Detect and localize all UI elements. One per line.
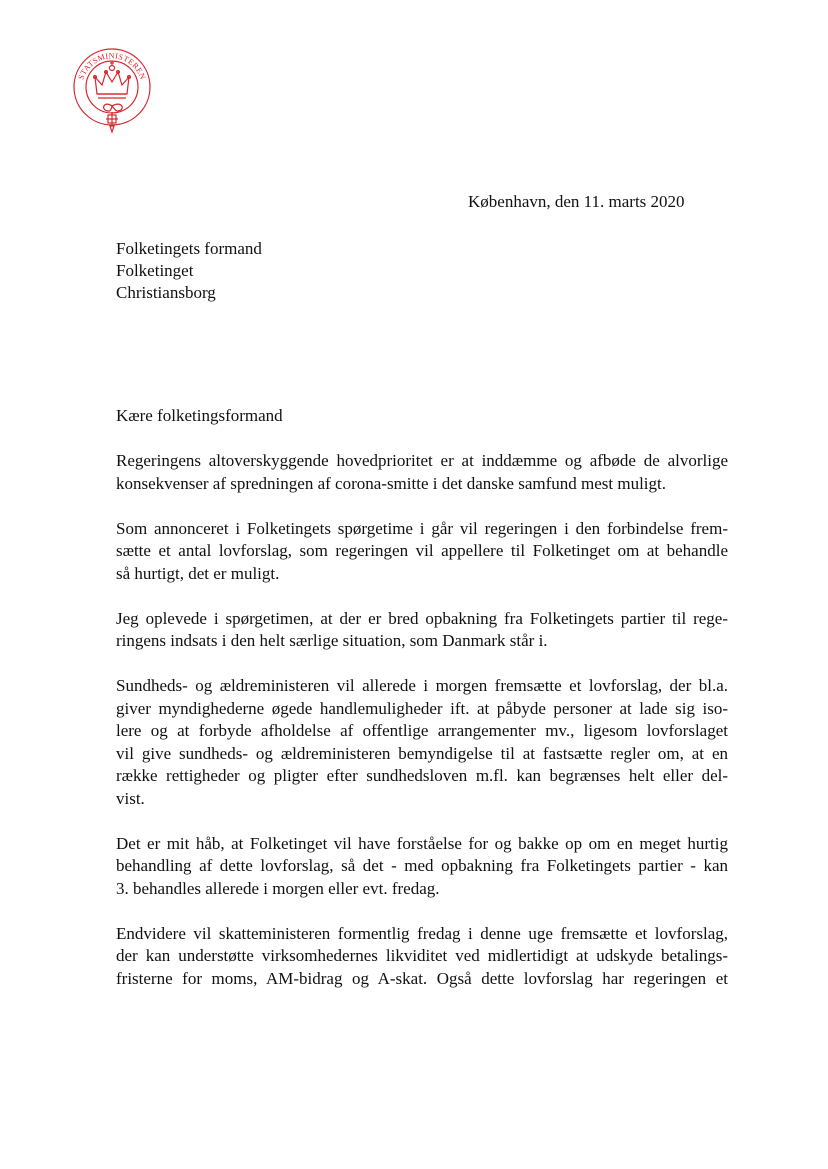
paragraph-line: Endvidere vil skatteministeren formentlig fredag i denne uge fremsætte et lovforslag, bbox=[116, 923, 728, 943]
paragraph-line: 3. behandles allerede i morgen eller evt. fredag. bbox=[116, 878, 440, 898]
paragraph-line: lere og at forbyde afholdelse af offentlige arrangementer mv., ligesom lovforslaget bbox=[116, 721, 728, 740]
paragraph-2 bbox=[116, 518, 728, 586]
paragraph-4 bbox=[116, 675, 728, 810]
paragraph-line: behandling af dette lovforslag, så det - med opbakning fra Folketingets partier - kan bbox=[116, 856, 728, 875]
salutation: Kære folketingsformand bbox=[116, 406, 283, 425]
paragraph-line: Sundheds- og ældreministeren vil allerede i morgen fremsætte et lovforslag, der bl.a. bbox=[116, 676, 728, 695]
paragraph-3 bbox=[116, 608, 728, 653]
paragraph-line: vist. bbox=[116, 788, 145, 808]
statsministeriet-seal bbox=[70, 42, 154, 142]
recipient-line: Folketingets formand bbox=[116, 239, 262, 258]
crown-seal-icon bbox=[70, 42, 154, 142]
paragraph-line: sætte et antal lovforslag, som regeringen vil appellere til Folketinget om at behandle bbox=[116, 541, 728, 560]
recipient-line: Folketinget bbox=[116, 261, 194, 280]
paragraph-line: ringens indsats i den helt særlige situation, som Danmark står i. bbox=[116, 631, 548, 650]
paragraph-line: Jeg oplevede i spørgetimen, at der er bred opbakning fra Folketingets partier til rege- bbox=[116, 608, 728, 628]
recipient-address bbox=[116, 238, 262, 304]
paragraph-line: der kan understøtte virksomhedernes likviditet ved midlertidigt at udskyde betalings- bbox=[116, 946, 728, 965]
paragraph-line: Som annonceret i Folketingets spørgetime i går vil regeringen i den forbindelse frem- bbox=[116, 518, 728, 538]
paragraph-1 bbox=[116, 450, 728, 495]
letter-body bbox=[116, 405, 728, 990]
paragraph-line: giver myndighederne øgede handlemuligheder ift. at påbyde personer at lade sig iso- bbox=[116, 698, 728, 718]
paragraph-line: fristerne for moms, AM-bidrag og A-skat. Også dette lovforslag har regeringen et bbox=[116, 968, 728, 988]
paragraph-line: række rettigheder og pligter efter sundhedsloven m.fl. kan begrænses helt eller del- bbox=[116, 766, 728, 785]
paragraph-line: Det er mit håb, at Folketinget vil have forståelse for og bakke op om en meget hurtig bbox=[116, 833, 728, 853]
paragraph-line: konsekvenser af spredningen af corona-smitte i det danske samfund mest muligt. bbox=[116, 473, 666, 493]
paragraph-line: vil give sundheds- og ældreministeren bemyndigelse til at fastsætte regler om, at en bbox=[116, 743, 728, 763]
seal-text: STATSMINISTEREN bbox=[76, 51, 148, 81]
paragraph-line: så hurtigt, det er muligt. bbox=[116, 563, 280, 583]
date-line: København, den 11. marts 2020 bbox=[468, 192, 685, 211]
paragraph-5 bbox=[116, 833, 728, 901]
paragraph-6 bbox=[116, 923, 728, 991]
recipient-line: Christiansborg bbox=[116, 283, 216, 302]
paragraph-line: Regeringens altoverskyggende hovedprioritet er at inddæmme og afbøde de alvorlige bbox=[116, 451, 728, 470]
